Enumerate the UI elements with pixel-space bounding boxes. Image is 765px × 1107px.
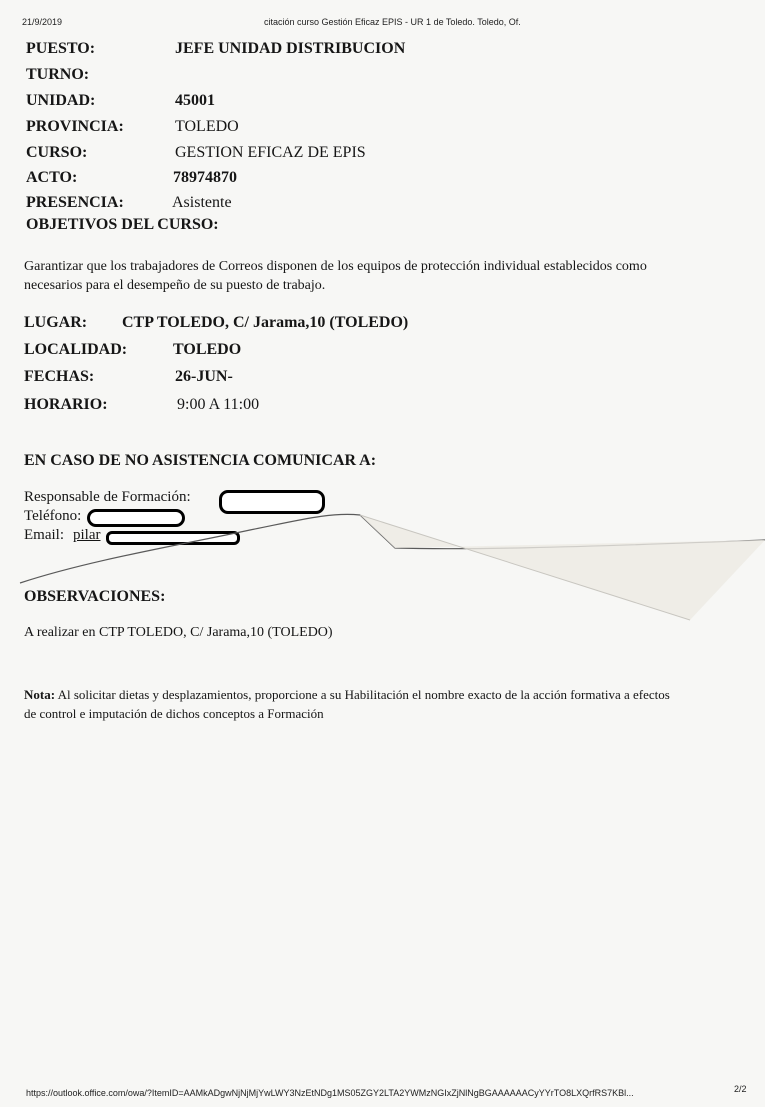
no-asistencia-heading: EN CASO DE NO ASISTENCIA COMUNICAR A: [24,452,377,469]
unidad-value: 45001 [175,92,215,109]
presencia-value: Asistente [172,194,232,211]
fechas-value: 26-JUN- [175,368,233,385]
nota-label: Nota: [24,687,56,702]
objetivos-line-2: necesarios para el desempeño de su puesto de trabajo. [24,278,326,293]
redaction-mark [87,509,185,527]
provincia-value: TOLEDO [175,118,239,135]
redaction-mark [106,531,240,545]
objetivos-heading: OBJETIVOS DEL CURSO: [26,216,219,233]
unidad-label: UNIDAD: [26,92,96,109]
localidad-label: LOCALIDAD: [24,341,128,358]
fechas-label: FECHAS: [24,368,95,385]
puesto-value: JEFE UNIDAD DISTRIBUCION [175,40,406,57]
presencia-label: PRESENCIA: [26,194,124,211]
lugar-value: CTP TOLEDO, C/ Jarama,10 (TOLEDO) [122,314,409,331]
turno-label: TURNO: [26,66,90,83]
curso-value: GESTION EFICAZ DE EPIS [175,144,366,161]
redaction-mark [219,490,325,514]
acto-value: 78974870 [173,169,237,186]
page-number: 2/2 [734,1084,747,1094]
responsable-label: Responsable de Formación: [24,489,191,505]
observaciones-heading: OBSERVACIONES: [24,588,166,605]
acto-label: ACTO: [26,169,78,186]
email-label: Email: [24,527,64,543]
horario-value: 9:00 A 11:00 [177,396,260,413]
puesto-label: PUESTO: [26,40,96,57]
nota-line-2: de control e imputación de dichos conceptos a Formación [24,706,324,721]
telefono-label: Teléfono: [24,508,82,524]
lugar-label: LUGAR: [24,314,88,331]
email-link[interactable]: pilar [73,527,101,543]
print-title: citación curso Gestión Eficaz EPIS - UR 1 de Toledo. Toledo, Of. [264,17,521,27]
print-url: https://outlook.office.com/owa/?ItemID=AAMkADgwNjNjMjYwLWY3NzEtNDg1MS05ZGY2LTA2YWMzNGIxZjNlNgBGAAAAAACyYYrTO8LXQrfRS7KBl... [26,1088,634,1098]
horario-label: HORARIO: [24,396,108,413]
objetivos-text [24,257,734,295]
observaciones-text: A realizar en CTP TOLEDO, C/ Jarama,10 (TOLEDO) [24,625,333,640]
nota-line-1: Al solicitar dietas y desplazamientos, proporcione a su Habilitación el nombre exacto de la acción formativa a efectos [57,687,670,702]
objetivos-line-1: Garantizar que los trabajadores de Correos disponen de los equipos de protección individual establecidos como [24,259,647,274]
print-date: 21/9/2019 [22,17,63,27]
curso-label: CURSO: [26,144,88,161]
nota [24,685,734,723]
provincia-label: PROVINCIA: [26,118,124,135]
localidad-value: TOLEDO [173,341,242,358]
